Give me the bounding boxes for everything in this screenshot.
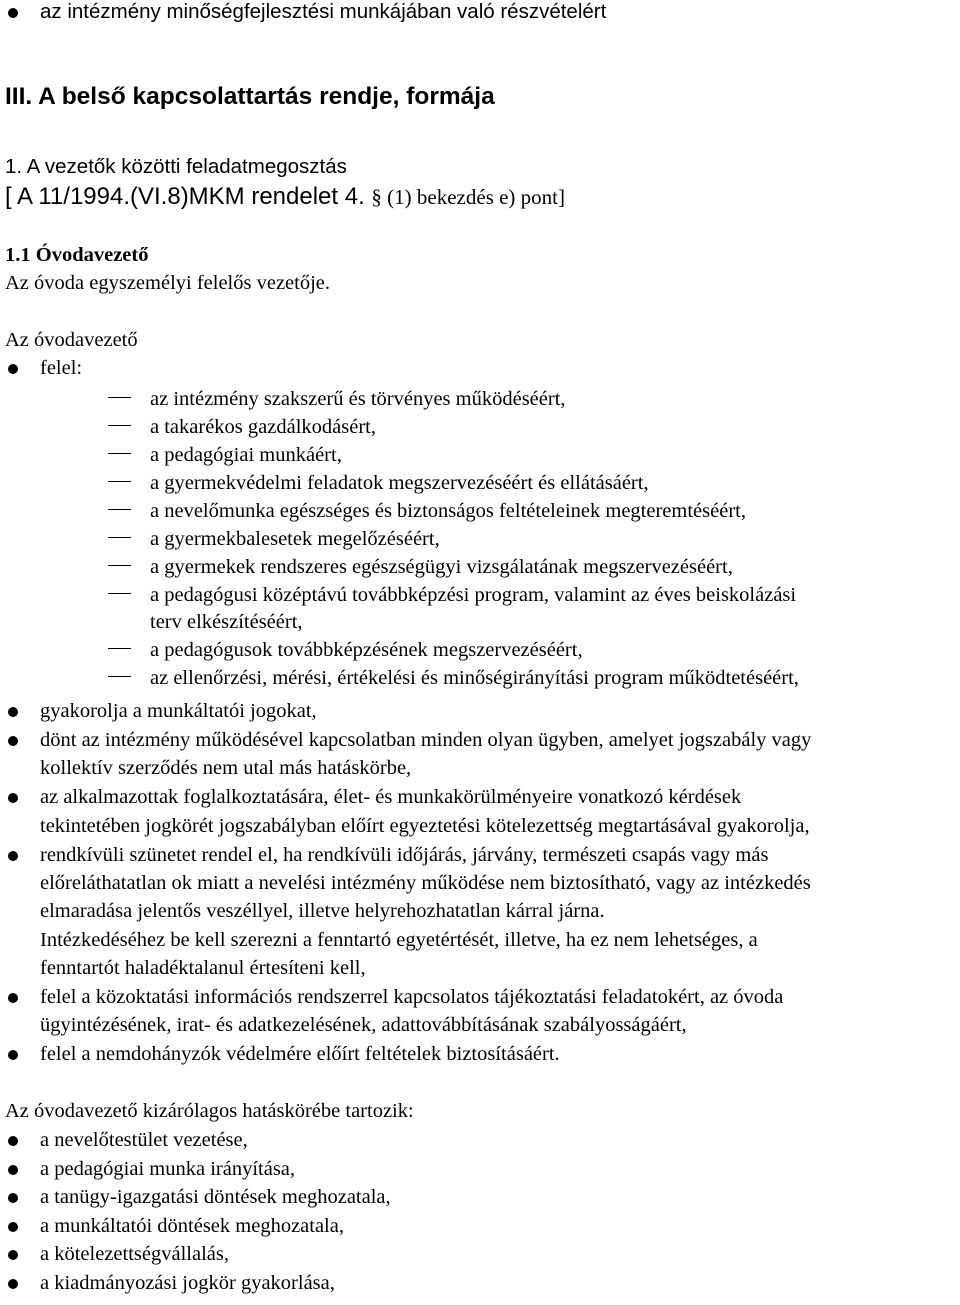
legal-reference-part1: [ A 11/1994.(VI.8)MKM rendelet 4. xyxy=(5,183,372,210)
duty-item: rendkívüli szünetet rendel el, ha rendkívüli időjárás, járvány, természeti csapás vagy más xyxy=(40,844,769,866)
duty-item: gyakorolja a munkáltatói jogokat, xyxy=(40,700,317,722)
bullet-icon xyxy=(8,736,18,746)
responsible-label: felel: xyxy=(40,357,83,379)
legal-reference xyxy=(5,182,565,212)
duty-item: az alkalmazottak foglalkoztatására, élet- és munkakörülményeire vonatkozó kérdések xyxy=(40,786,742,808)
duty-item: felel a nemdohányzók védelmére előírt feltételek biztosításáért. xyxy=(40,1043,560,1065)
bullet-icon xyxy=(8,851,18,861)
legal-reference-part2: § (1) bekezdés e) pont] xyxy=(371,185,566,209)
bullet-icon xyxy=(8,1222,18,1232)
role-heading: 1.1 Óvodavezető xyxy=(5,244,149,266)
dash-icon xyxy=(108,509,131,510)
dash-icon xyxy=(108,425,131,426)
bullet-icon xyxy=(8,1279,18,1289)
duty-item-continuation: kollektív szerződés nem utal más hatáskörbe, xyxy=(40,757,412,779)
dash-icon xyxy=(108,397,131,398)
responsibility-item: az ellenőrzési, mérési, értékelési és minőségirányítási program működtetéséért, xyxy=(150,667,799,689)
top-list-item: az intézmény minőségfejlesztési munkájában való részvételért xyxy=(40,0,607,23)
bullet-icon xyxy=(8,1165,18,1175)
dash-icon xyxy=(108,481,131,482)
dash-icon xyxy=(108,648,131,649)
exclusive-item: a tanügy-igazgatási döntések meghozatala, xyxy=(40,1186,391,1208)
responsibility-item: a pedagógusi középtávú továbbképzési program, valamint az éves beiskolázási xyxy=(150,584,797,606)
dash-icon xyxy=(108,565,131,566)
bullet-icon xyxy=(8,8,18,18)
exclusive-item: a kiadmányozási jogkör gyakorlása, xyxy=(40,1272,335,1294)
bullet-icon xyxy=(8,707,18,717)
responsibility-item: a gyermekbalesetek megelőzéséért, xyxy=(150,528,440,550)
bullet-icon xyxy=(8,1250,18,1260)
bullet-icon xyxy=(8,793,18,803)
exclusive-item: a munkáltatói döntések meghozatala, xyxy=(40,1215,344,1237)
duty-item-continuation: tekintetében jogkörét jogszabályban előírt egyeztetési kötelezettség megtartásával gyakorolja, xyxy=(40,815,810,837)
duty-item-continuation: fenntartót haladéktalanul értesíteni kell, xyxy=(40,957,366,979)
bullet-icon xyxy=(8,993,18,1003)
dash-icon xyxy=(108,453,131,454)
responsibility-item: a pedagógusok továbbképzésének megszervezéséért, xyxy=(150,639,583,661)
duty-item-continuation: elmaradása jelentős veszéllyel, illetve helyrehozhatatlan kárral járna. xyxy=(40,900,605,922)
duty-item: dönt az intézmény működésével kapcsolatban minden olyan ügyben, amelyet jogszabály vagy xyxy=(40,729,812,751)
exclusive-heading: Az óvodavezető kizárólagos hatáskörébe tartozik: xyxy=(5,1100,414,1122)
role-description: Az óvoda egyszemélyi felelős vezetője. xyxy=(5,272,331,294)
responsibility-item-continuation: terv elkészítéséért, xyxy=(150,611,303,633)
duty-item-continuation: előreláthatatlan ok miatt a nevelési intézmény működése nem biztosítható, vagy az intézkedés xyxy=(40,872,811,894)
duty-item: felel a közoktatási információs rendszerrel kapcsolatos tájékoztatási feladatokért, az óvoda xyxy=(40,986,784,1008)
duty-item-continuation: Intézkedéséhez be kell szerezni a fenntartó egyetértését, illetve, ha ez nem lehetséges, a xyxy=(40,929,758,951)
section-heading: III. A belső kapcsolattartás rendje, formája xyxy=(5,83,495,110)
responsibility-item: a gyermekvédelmi feladatok megszervezéséért és ellátásáért, xyxy=(150,472,649,494)
responsibility-item: a takarékos gazdálkodásért, xyxy=(150,416,376,438)
responsibility-item: a pedagógiai munkáért, xyxy=(150,444,342,466)
dash-icon xyxy=(108,676,131,677)
exclusive-item: a pedagógiai munka irányítása, xyxy=(40,1158,296,1180)
duty-item-continuation: ügyintézésének, irat- és adatkezelésének, adattovábbításának szabályosságáért, xyxy=(40,1014,687,1036)
responsibility-item: a gyermekek rendszeres egészségügyi vizsgálatának megszervezéséért, xyxy=(150,556,733,578)
bullet-icon xyxy=(8,364,18,374)
intro-text: Az óvodavezető xyxy=(5,329,138,351)
bullet-icon xyxy=(8,1050,18,1060)
exclusive-item: a nevelőtestület vezetése, xyxy=(40,1129,248,1151)
bullet-icon xyxy=(8,1136,18,1146)
exclusive-item: a kötelezettségvállalás, xyxy=(40,1243,229,1265)
subsection-heading: 1. A vezetők közötti feladatmegosztás xyxy=(5,155,347,178)
dash-icon xyxy=(108,593,131,594)
bullet-icon xyxy=(8,1193,18,1203)
responsibility-item: a nevelőmunka egészséges és biztonságos feltételeinek megteremtéséért, xyxy=(150,500,746,522)
dash-icon xyxy=(108,537,131,538)
responsibility-item: az intézmény szakszerű és törvényes működéséért, xyxy=(150,388,566,410)
